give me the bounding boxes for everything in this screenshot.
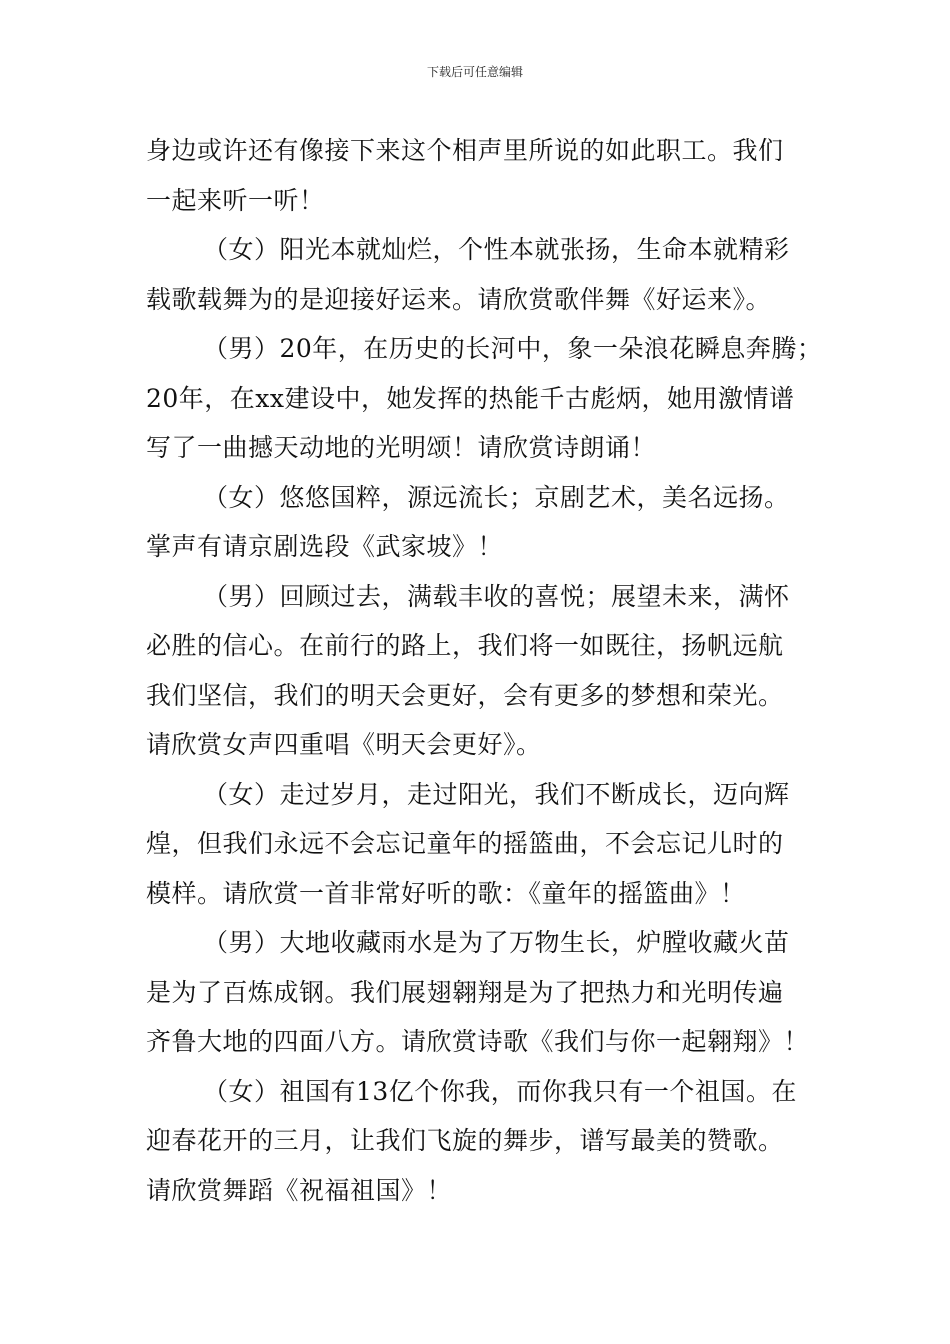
text-line: 是为了百炼成钢。我们展翅翱翔是为了把热力和光明传遍 — [146, 977, 784, 1007]
text-line: （女）走过岁月，走过阳光，我们不断成长，迈向辉 — [203, 779, 790, 809]
document-body — [146, 126, 823, 1215]
text-line: 载歌载舞为的是迎接好运来。请欣赏歌伴舞《好运来》。 — [146, 284, 772, 314]
text-line: （男）大地收藏雨水是为了万物生长，炉膛收藏火苗 — [203, 928, 790, 957]
text-line: 必胜的信心。在前行的路上，我们将一如既往，扬帆远航 — [146, 631, 784, 660]
text-line: 迎春花开的三月，让我们飞旋的舞步，谱写最美的赞歌。 — [146, 1126, 784, 1155]
text-line: （女）悠悠国粹，源远流长；京剧艺术，美名远扬。 — [203, 482, 790, 512]
text-line: 齐鲁大地的四面八方。请欣赏诗歌《我们与你一起翱翔》！ — [146, 1027, 810, 1056]
text-line: 20年，在xx建设中，她发挥的热能千古彪炳，她用激情谱 — [146, 383, 795, 413]
text-line: 掌声有请京剧选段《武家坡》！ — [146, 532, 504, 561]
text-line: （女）阳光本就灿烂，个性本就张扬，生命本就精彩 — [203, 235, 790, 264]
text-line: 一起来听一听！ — [146, 185, 325, 215]
page-header: 下载后可任意编辑 — [426, 65, 523, 79]
text-line: 我们坚信，我们的明天会更好，会有更多的梦想和荣光。 — [146, 680, 784, 710]
text-line: 身边或许还有像接下来这个相声里所说的如此职工。我们 — [146, 136, 784, 165]
text-line: （男）回顾过去，满载丰收的喜悦；展望未来，满怀 — [203, 581, 790, 611]
text-line: 煌，但我们永远不会忘记童年的摇篮曲，不会忘记儿时的 — [146, 829, 784, 858]
text-line: （男）20年，在历史的长河中，象一朵浪花瞬息奔腾； — [203, 334, 823, 363]
text-line: 请欣赏舞蹈《祝福祖国》！ — [146, 1175, 453, 1205]
text-line: 模样。请欣赏一首非常好听的歌：《童年的摇篮曲》！ — [146, 878, 746, 908]
text-line: 请欣赏女声四重唱《明天会更好》。 — [146, 730, 542, 759]
text-line: （女）祖国有13亿个你我，而你我只有一个祖国。在 — [203, 1076, 797, 1106]
text-line: 写了一曲撼天动地的光明颂！请欣赏诗朗诵！ — [146, 433, 657, 462]
